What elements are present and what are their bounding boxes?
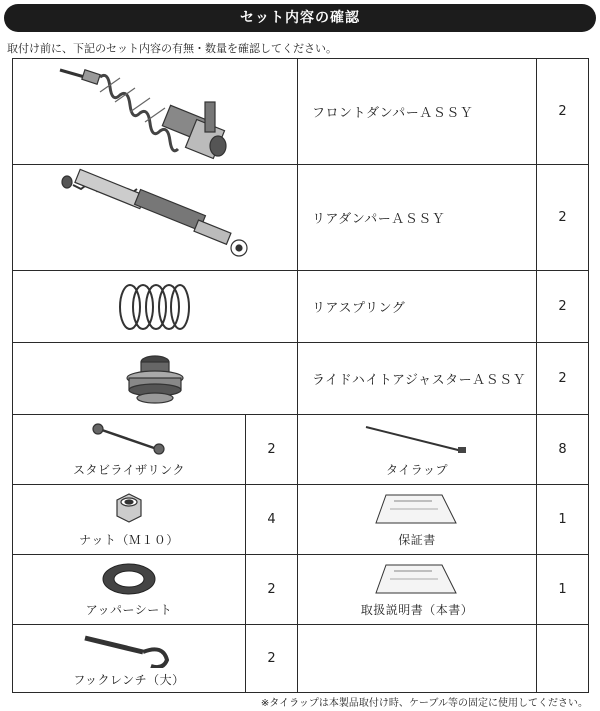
- item-name: リアスプリング: [298, 271, 537, 343]
- manual-icon: [372, 561, 462, 597]
- table-row: [13, 59, 589, 165]
- intro-text: 取付け前に、下記のセット内容の有無・数量を確認してください。: [7, 42, 337, 55]
- item-qty: 2: [246, 415, 298, 485]
- table-row: [13, 485, 589, 555]
- ride-height-adjuster-icon: [115, 348, 195, 410]
- table-row: [13, 343, 589, 415]
- item-qty: 2: [246, 625, 298, 693]
- warranty-card-icon: [372, 491, 462, 527]
- table-row: [13, 165, 589, 271]
- table-row: [13, 625, 589, 693]
- empty-qty-cell: [537, 625, 589, 693]
- footnote: ※タイラップは本製品取付け時、ケーブル等の固定に使用してください。: [260, 698, 588, 709]
- item-name: フックレンチ（大）: [73, 673, 185, 687]
- item-name: ライドハイトアジャスターＡＳＳＹ: [298, 343, 537, 415]
- empty-cell: [298, 625, 537, 693]
- item-name: フロントダンパーＡＳＳＹ: [298, 59, 537, 165]
- item-name: 取扱説明書（本書）: [360, 603, 474, 617]
- section-title: セット内容の確認: [4, 4, 596, 32]
- upper-seat-cell: [13, 555, 246, 625]
- nut-icon: [109, 490, 149, 528]
- item-name: ナット（Ｍ１０）: [79, 533, 179, 547]
- front-damper-image: [13, 59, 298, 165]
- item-name: 保証書: [398, 533, 436, 547]
- item-name: タイラップ: [385, 463, 449, 477]
- rear-damper-image: [13, 165, 298, 271]
- item-name: スタビライザリンク: [73, 463, 185, 477]
- item-qty: 2: [537, 271, 589, 343]
- item-qty: 1: [537, 485, 589, 555]
- table-row: [13, 271, 589, 343]
- item-qty: 2: [537, 59, 589, 165]
- stabilizer-link-icon: [89, 421, 169, 457]
- stabilizer-link-cell: [13, 415, 246, 485]
- item-qty: 2: [537, 343, 589, 415]
- table-row: [13, 555, 589, 625]
- front-damper-icon: [55, 62, 255, 162]
- cable-tie-cell: [298, 415, 537, 485]
- item-qty: 1: [537, 555, 589, 625]
- rear-spring-image: [13, 271, 298, 343]
- ride-height-adjuster-image: [13, 343, 298, 415]
- item-name: リアダンパーＡＳＳＹ: [298, 165, 537, 271]
- rear-spring-icon: [110, 279, 200, 335]
- item-qty: 2: [246, 555, 298, 625]
- item-name: アッパーシート: [85, 603, 173, 617]
- hook-wrench-icon: [79, 630, 179, 668]
- cable-tie-icon: [362, 421, 472, 457]
- item-qty: 4: [246, 485, 298, 555]
- manual-cell: [298, 555, 537, 625]
- item-qty: 2: [537, 165, 589, 271]
- upper-seat-icon: [99, 560, 159, 598]
- item-qty: 8: [537, 415, 589, 485]
- rear-damper-icon: [55, 168, 255, 268]
- hook-wrench-cell: [13, 625, 246, 693]
- nut-cell: [13, 485, 246, 555]
- parts-table: [12, 58, 589, 693]
- warranty-card-cell: [298, 485, 537, 555]
- table-row: [13, 415, 589, 485]
